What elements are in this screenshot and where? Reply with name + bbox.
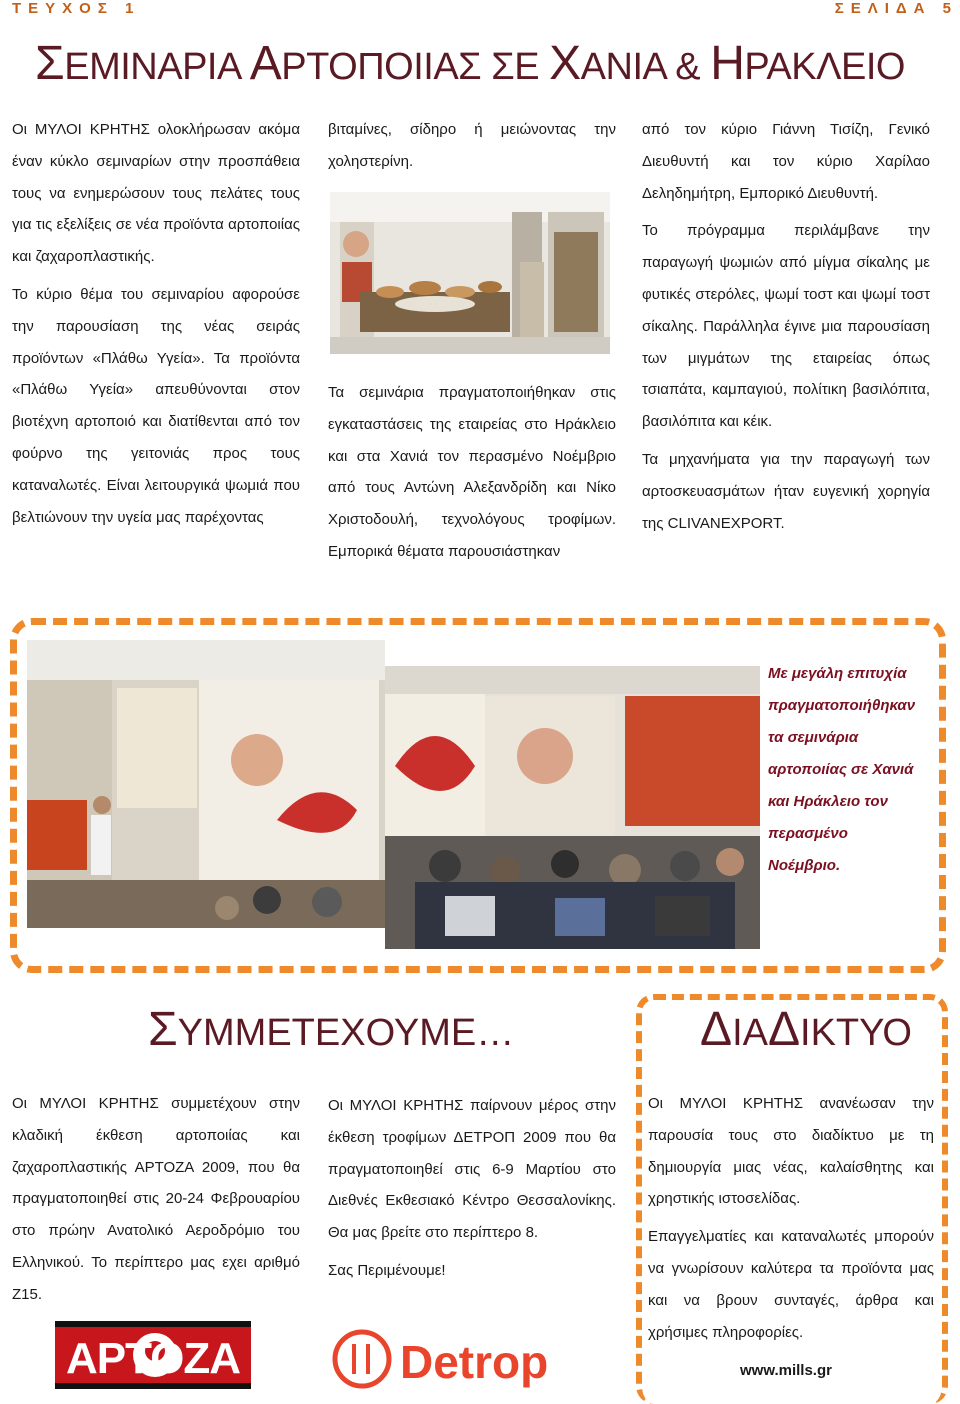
detrop-logo bbox=[332, 1328, 602, 1390]
artoza-text: Οι ΜΥΛΟΙ ΚΡΗΤΗΣ συμμετέχουν στην κλαδική έκθεση αρτοποιίας και ζαχαροπλαστικής ΑΡΤΟΖΑ 2009, που θα πραγματοποιηθεί στις 20-24 Φεβρουαρίου στο πρώην Ανατολικό Αεροδρόμιο του Ελληνικού. Το περίπτερο μας εχει αριθμό Ζ15. bbox=[12, 1095, 300, 1303]
detrop-text: Οι ΜΥΛΟΙ ΚΡΗΤΗΣ παίρνουν μέρος στην έκθεση τροφίμων ΔΕΤΡΟΠ 2009 που θα πραγματοποιηθεί στις 6-9 Μαρτίου στο Διεθνές Εκθεσιακό Κέντρο Θεσσαλονίκης. Θα μας βρείτε στο περίπτερο 8. Σας Περιμένουμε! bbox=[328, 1097, 616, 1279]
participation-section-title: ΣΥΜΜΕΤΕΧΟΥΜΕ… bbox=[148, 1003, 515, 1056]
product-display-photo bbox=[330, 192, 610, 354]
article-column-2-bottom: Τα σεμινάρια πραγματοποιήθηκαν στις εγκαταστάσεις της εταιρείας στο Ηράκλειο και στα Χανιά τον περασμένο Νοέμβριο από τους Αντώνη Αλεξανδρίδη και Νίκο Χριστοδουλή, τεχνολόγους τροφίμων. Εμπορικά θέματα παρουσιάστηκαν bbox=[328, 384, 616, 560]
internet-section-title: ΔΙΑΔΙΚΤΥΟ bbox=[700, 1003, 912, 1056]
seminar-audience-photo bbox=[385, 666, 760, 949]
seminar-presentation-photo bbox=[27, 640, 385, 928]
seminar-caption: Με μεγάλη επιτυχία πραγματοποιήθηκαν τα σεμινάρια αρτοποιίας σε Χανιά και Ηράκλειο τον περασμένο Νοέμβριο. bbox=[768, 665, 916, 874]
website-text: Οι ΜΥΛΟΙ ΚΡΗΤΗΣ ανανέωσαν την παρουσία τους στο διαδίκτυο με τη δημιουργία μιας νέας, καλαίσθητης και χρηστικής ιστοσελίδας. Επαγγελματίες και καταναλωτές μπορούν να γνωρίσουν καλύτερα τα προϊόντα μας και να βρουν συνταγές, άρθρα και χρήσιμες πληροφορίες. bbox=[648, 1095, 934, 1341]
article-column-2-top: βιταμίνες, σίδηρο ή μειώνοντας την χοληστερίνη. bbox=[328, 121, 616, 170]
article-column-3: από τον κύριο Γιάννη Τισίζη, Γενικό Διευθυντή και τον κύριο Χαρίλαο Δεληδημήτρη, Εμπορικό Διευθυντή. Το πρόγραμμα περιλάμβανε την παραγωγή ψωμιών από μίγμα σίκαλης με φυτικές στερόλες, ψωμί τοστ και ψωμί τοστ σίκαλης. Παράλληλα έγινε μια παρουσίαση των μιγμάτων της εταιρείας όπως τσιαπάτα, καμπαγιού, πολίτικη βασιλόπιτα, βασιλόπιτα και κέικ. Τα μηχανήματα για την παραγωγή των αρτοσκευασμάτων ήταν ευγενική χορηγία της CLIVANEXPORT. bbox=[642, 121, 930, 532]
issue-label: ΤΕΥΧΟΣ 1 bbox=[12, 0, 141, 17]
page-number-label: ΣΕΛΙΔΑ 5 bbox=[834, 0, 958, 17]
svg-text:ΑΡΤΟΖΑ: ΑΡΤΟΖΑ bbox=[65, 1334, 241, 1383]
article-column-1 bbox=[12, 114, 300, 533]
website-link[interactable]: www.mills.gr bbox=[740, 1362, 832, 1379]
article-col1-paragraph-2: Το κύριο θέμα του σεμιναρίου αφορούσε την παρουσίαση της νέας σειράς προϊόντων «Πλάθω Υγεία». Τα προϊόντα «Πλάθω Υγεία» απευθύνονται στον βιοτέχνη αρτοποιό και διατίθενται από τον φούρνο της γειτονιάς προς τους καταναλωτές. Είναι λειτουργικά ψωμιά που βελτιώνουν την υγεία μας παρέχοντας bbox=[12, 285, 300, 526]
svg-text:Detrop: Detrop bbox=[400, 1336, 549, 1388]
article-col1-paragraph-1: Οι ΜΥΛΟΙ ΚΡΗΤΗΣ ολοκλήρωσαν ακόμα έναν κύκλο σεμιναρίων στην προσπάθεια τους να ενημερώσουν τους πελάτες τους για τις εξελίξεις σε νέα προϊόντα αρτοποιίας και ζαχαροπλαστικής. bbox=[12, 121, 300, 266]
article-title: ΣΕΜΙΝΑΡΙΑ ΑΡΤΟΠΟΙΙΑΣ ΣΕ ΧΑΝΙΑ & ΗΡΑΚΛΕΙΟ bbox=[35, 37, 905, 90]
artoza-logo bbox=[55, 1321, 251, 1389]
